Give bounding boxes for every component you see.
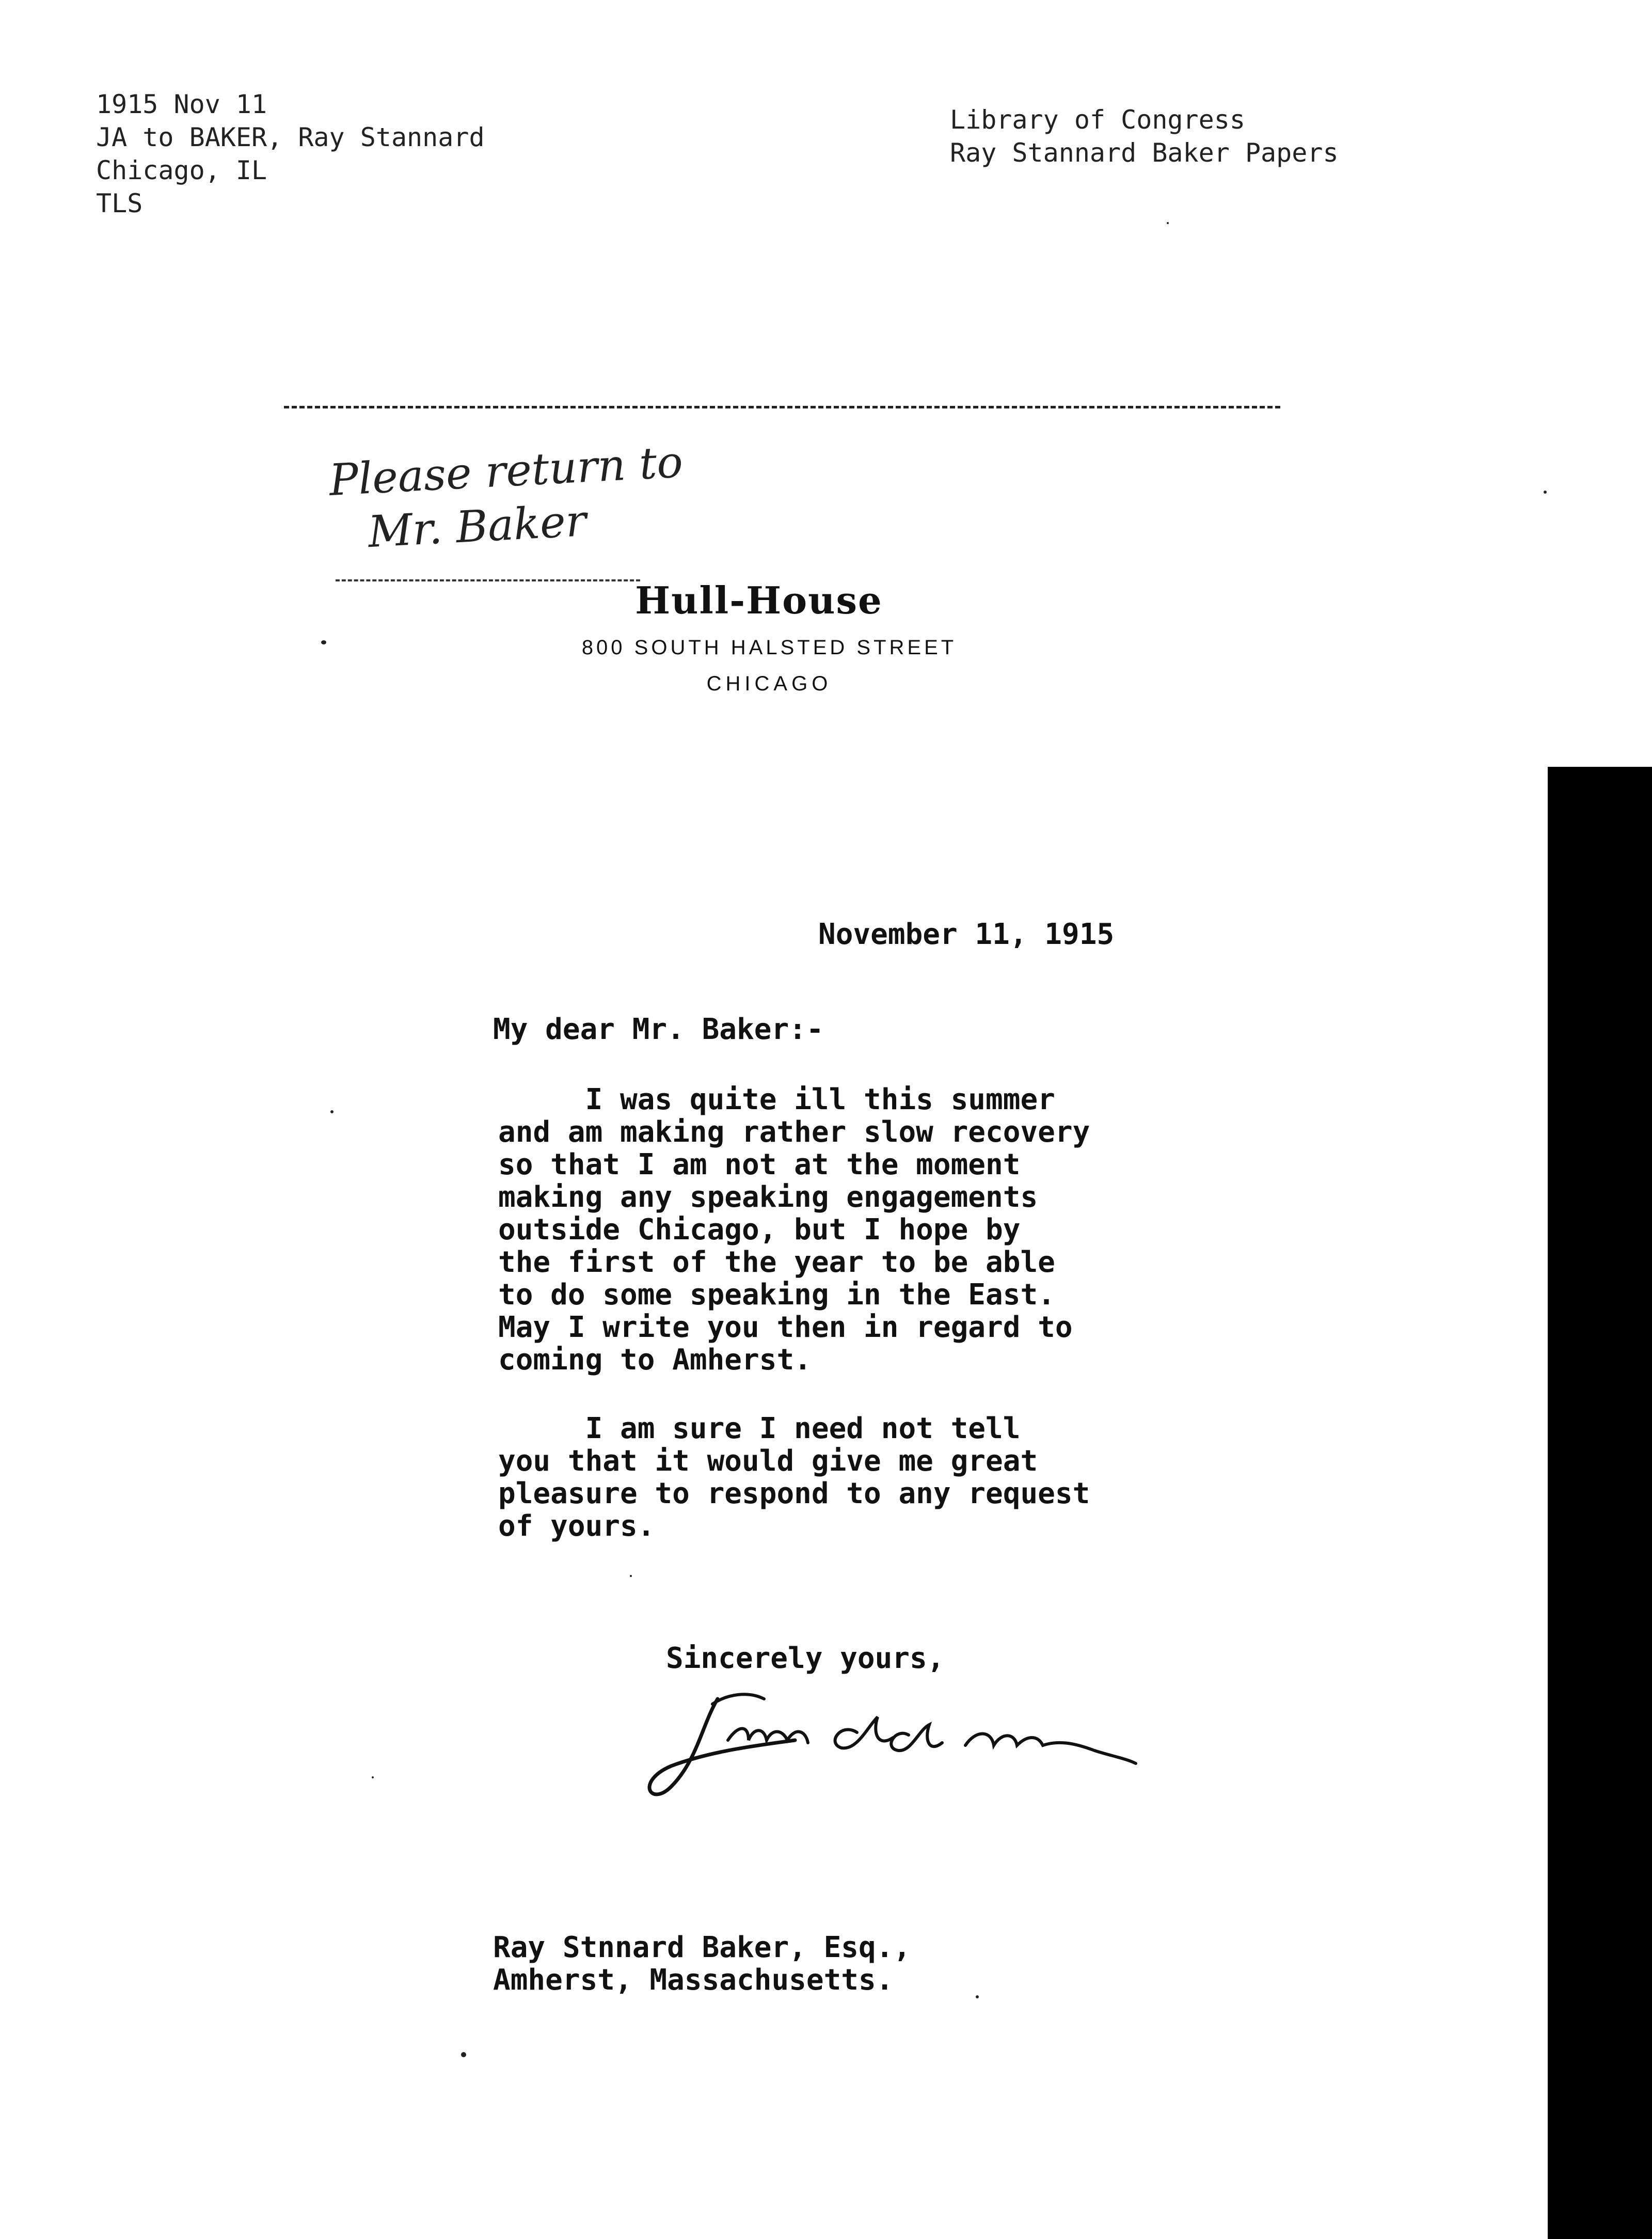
body-line: to do some speaking in the East. — [498, 1278, 1055, 1312]
closing: Sincerely yours, — [666, 1642, 945, 1675]
scan-speck — [1544, 491, 1547, 494]
scan-speck — [630, 1575, 632, 1577]
recipient-address — [493, 1931, 911, 1996]
body-line: you that it would give me great — [498, 1444, 1038, 1478]
letterhead-city: CHICAGO — [706, 672, 832, 695]
scan-speck — [321, 640, 326, 644]
body-paragraph-2 — [498, 1412, 1090, 1542]
letter-date: November 11, 1915 — [818, 918, 1115, 951]
handwritten-note-line1: Please return to — [328, 436, 685, 506]
signature — [640, 1683, 1229, 1807]
body-line: pleasure to respond to any request — [498, 1477, 1090, 1510]
collection-name: Ray Stannard Baker Papers — [950, 138, 1339, 168]
catalog-info-left — [96, 88, 485, 220]
scan-speck — [372, 1776, 374, 1778]
repository-name: Library of Congress — [950, 105, 1245, 135]
scan-speck — [1167, 222, 1169, 224]
catalog-correspondents: JA to BAKER, Ray Stannard — [96, 122, 485, 152]
handwritten-note-line2: Mr. Baker — [367, 495, 588, 558]
salutation: My dear Mr. Baker:- — [493, 1013, 824, 1046]
scan-speck — [976, 1995, 979, 1998]
recipient-name: Ray Stnnard Baker, Esq., — [493, 1931, 911, 1964]
body-line: coming to Amherst. — [498, 1343, 812, 1377]
catalog-date: 1915 Nov 11 — [96, 89, 267, 119]
body-line: outside Chicago, but I hope by — [498, 1213, 1021, 1247]
catalog-type: TLS — [96, 188, 143, 218]
scan-edge — [1548, 767, 1652, 2239]
body-line: of yours. — [498, 1509, 655, 1543]
scan-speck — [461, 2052, 466, 2057]
scan-speck — [330, 1110, 333, 1113]
body-line: making any speaking engagements — [498, 1180, 1038, 1214]
letterhead-address: 800 SOUTH HALSTED STREET — [581, 636, 957, 659]
body-line: so that I am not at the moment — [498, 1148, 1021, 1181]
handwritten-note — [328, 435, 687, 561]
body-line: May I write you then in regard to — [498, 1311, 1073, 1344]
catalog-info-right — [950, 103, 1339, 169]
body-paragraph-1 — [498, 1083, 1090, 1376]
letterhead-name: Hull-House — [635, 578, 883, 622]
catalog-place: Chicago, IL — [96, 155, 267, 185]
body-line: I was quite ill this summer — [498, 1083, 1055, 1116]
body-line: and am making rather slow recovery — [498, 1115, 1090, 1149]
body-line: I am sure I need not tell — [498, 1412, 1021, 1445]
recipient-location: Amherst, Massachusetts. — [493, 1963, 894, 1997]
header-rule — [284, 406, 1280, 408]
body-line: the first of the year to be able — [498, 1245, 1055, 1279]
